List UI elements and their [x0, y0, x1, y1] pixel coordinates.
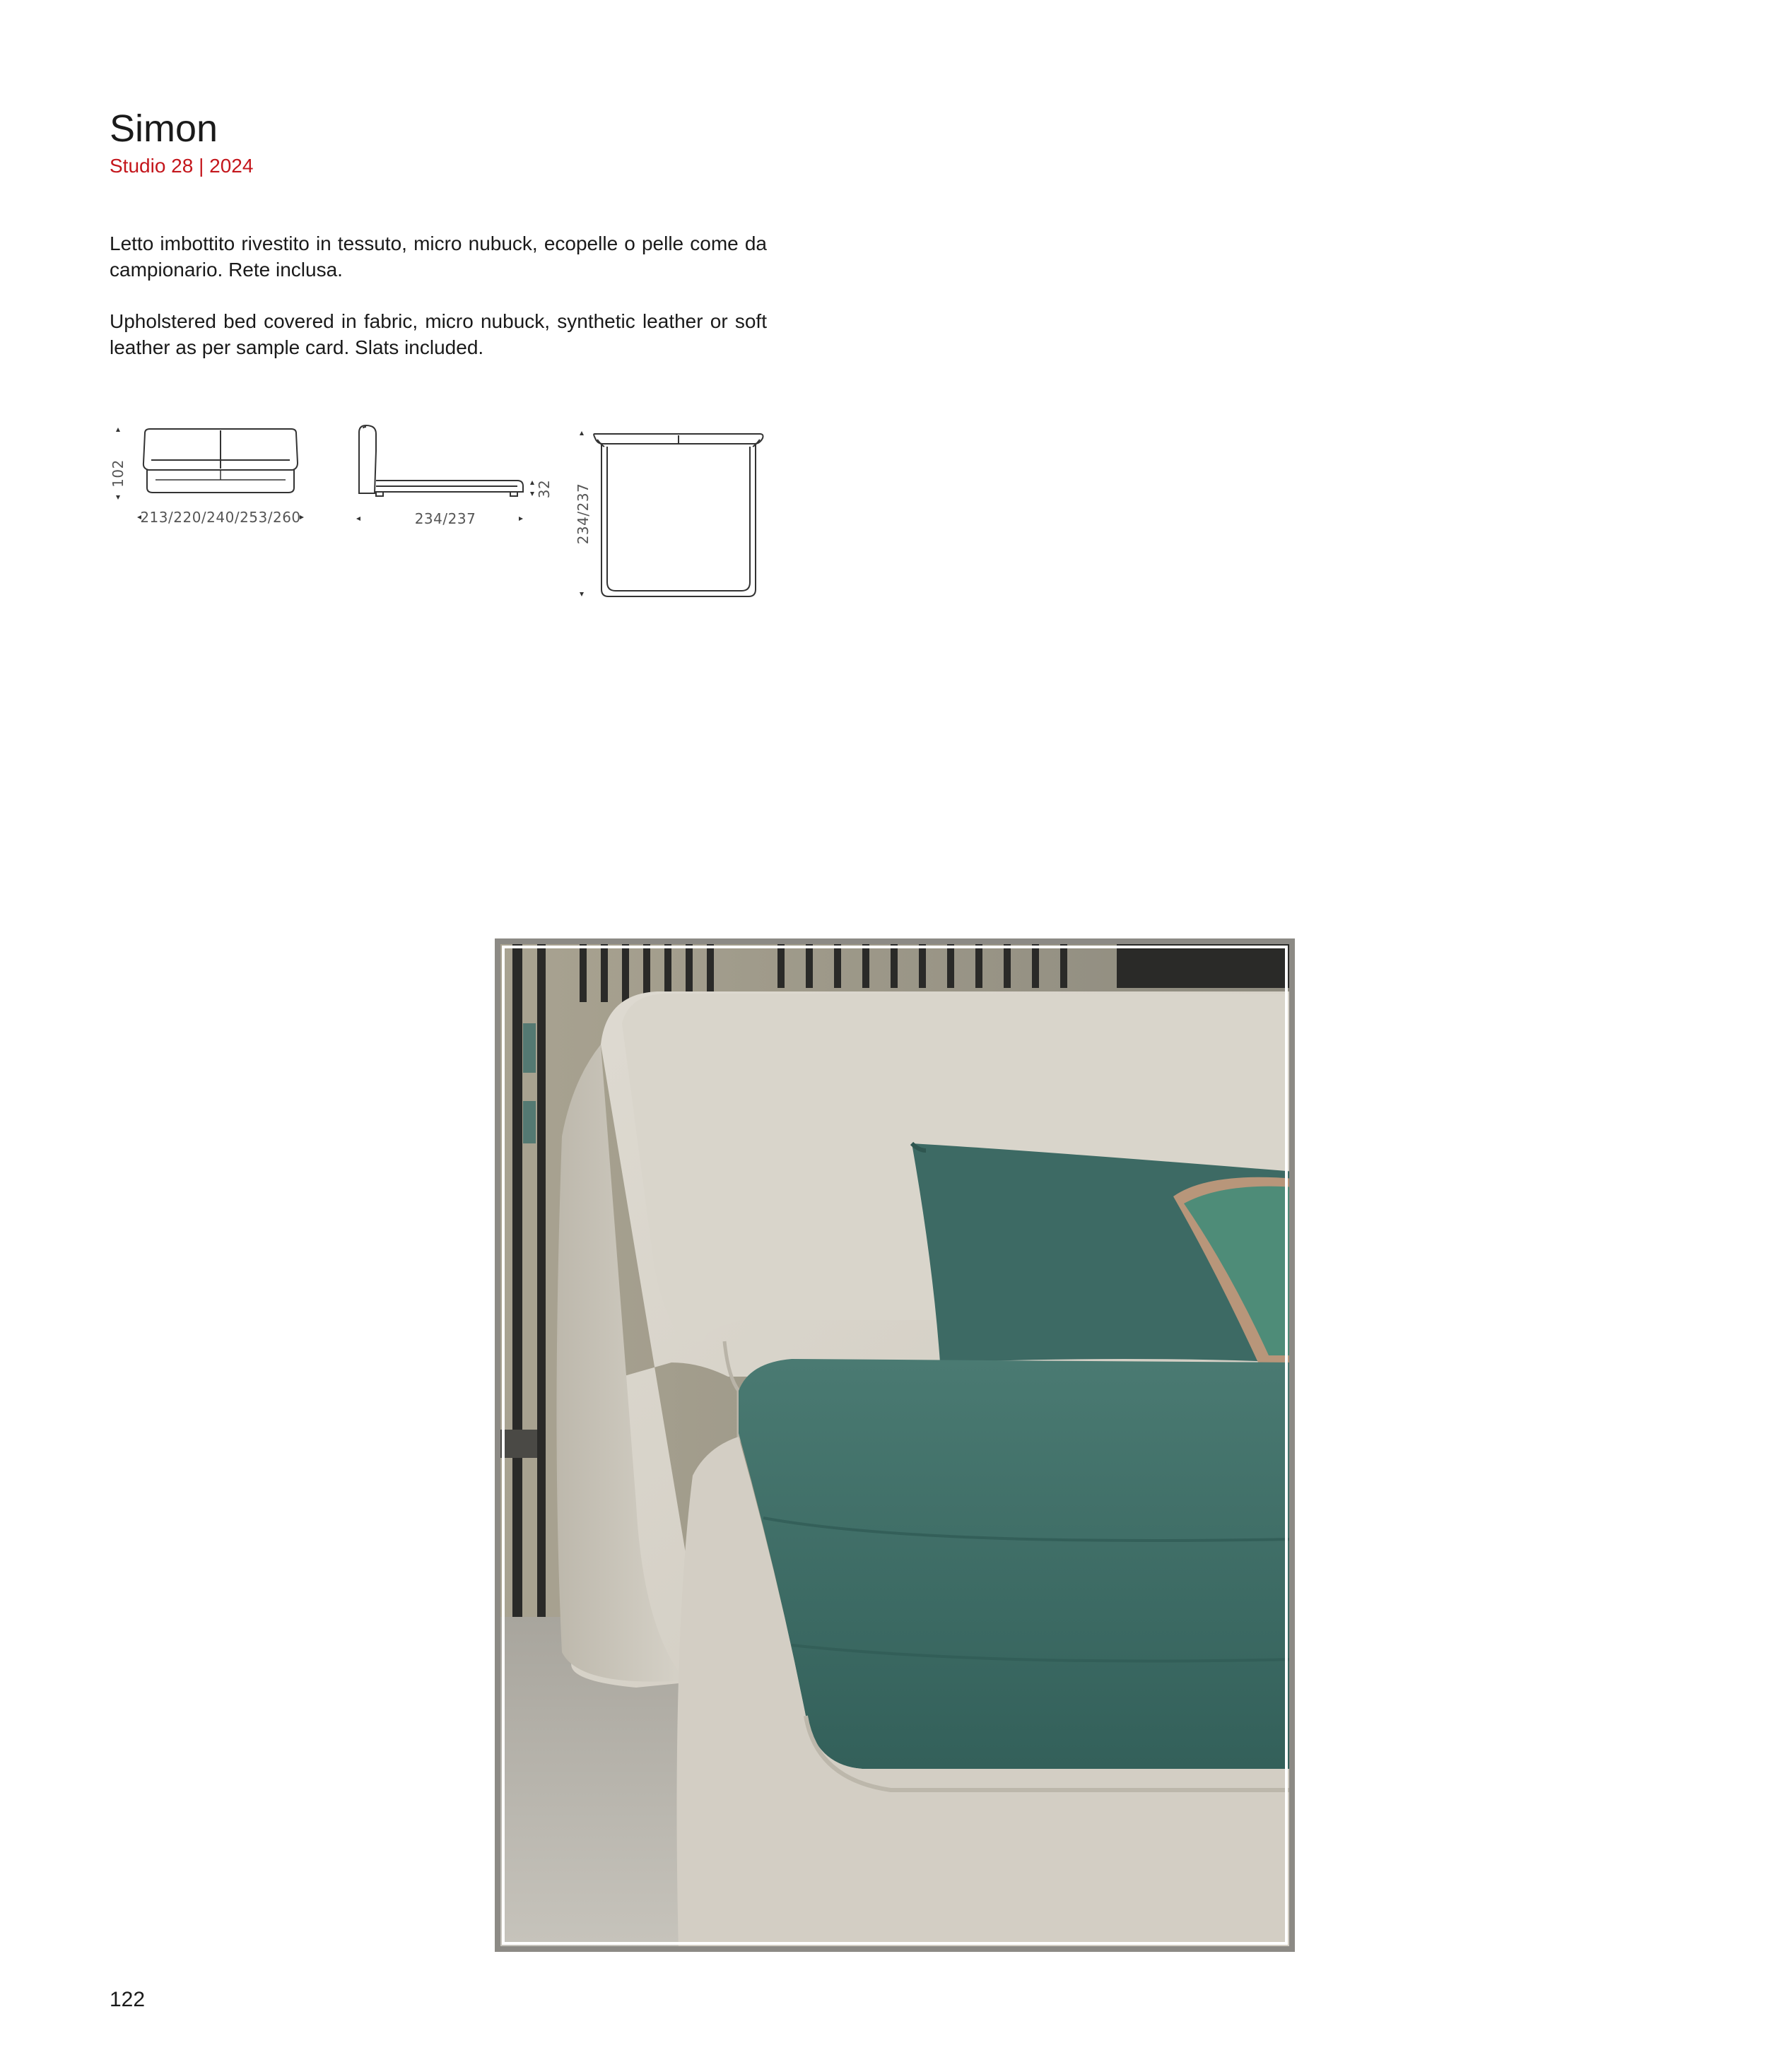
top-length-label: 234/237	[575, 483, 592, 545]
arrow-right-icon	[519, 517, 523, 521]
bed-photo	[495, 938, 1295, 1952]
front-height-label: 102	[110, 459, 127, 488]
side-length-label: 234/237	[414, 510, 476, 527]
product-title: Simon	[110, 107, 218, 150]
arrow-down-icon	[116, 495, 120, 500]
description-italian: Letto imbottito rivestito in tessuto, micro nubuck, ecopelle o pelle come da campionario. Rete inclusa.	[110, 232, 767, 281]
side-height-label: 32	[536, 479, 553, 499]
top-view-diagram	[569, 425, 774, 602]
arrow-down-icon	[530, 492, 534, 496]
side-view-diagram	[353, 424, 558, 530]
designer-year: Studio 28 | 2024	[110, 155, 254, 177]
arrow-left-icon	[356, 517, 360, 521]
arrow-up-icon	[116, 428, 120, 432]
front-view-diagram	[106, 420, 318, 534]
front-width-label: 213/220/240/253/260	[140, 509, 301, 526]
description-english: Upholstered bed covered in fabric, micro nubuck, synthetic leather or soft leather as per sample card. Slats included.	[110, 310, 767, 358]
arrow-up-icon	[530, 481, 534, 485]
arrow-up-icon	[580, 431, 584, 435]
page-number: 122	[110, 1988, 146, 2011]
arrow-down-icon	[580, 592, 584, 596]
